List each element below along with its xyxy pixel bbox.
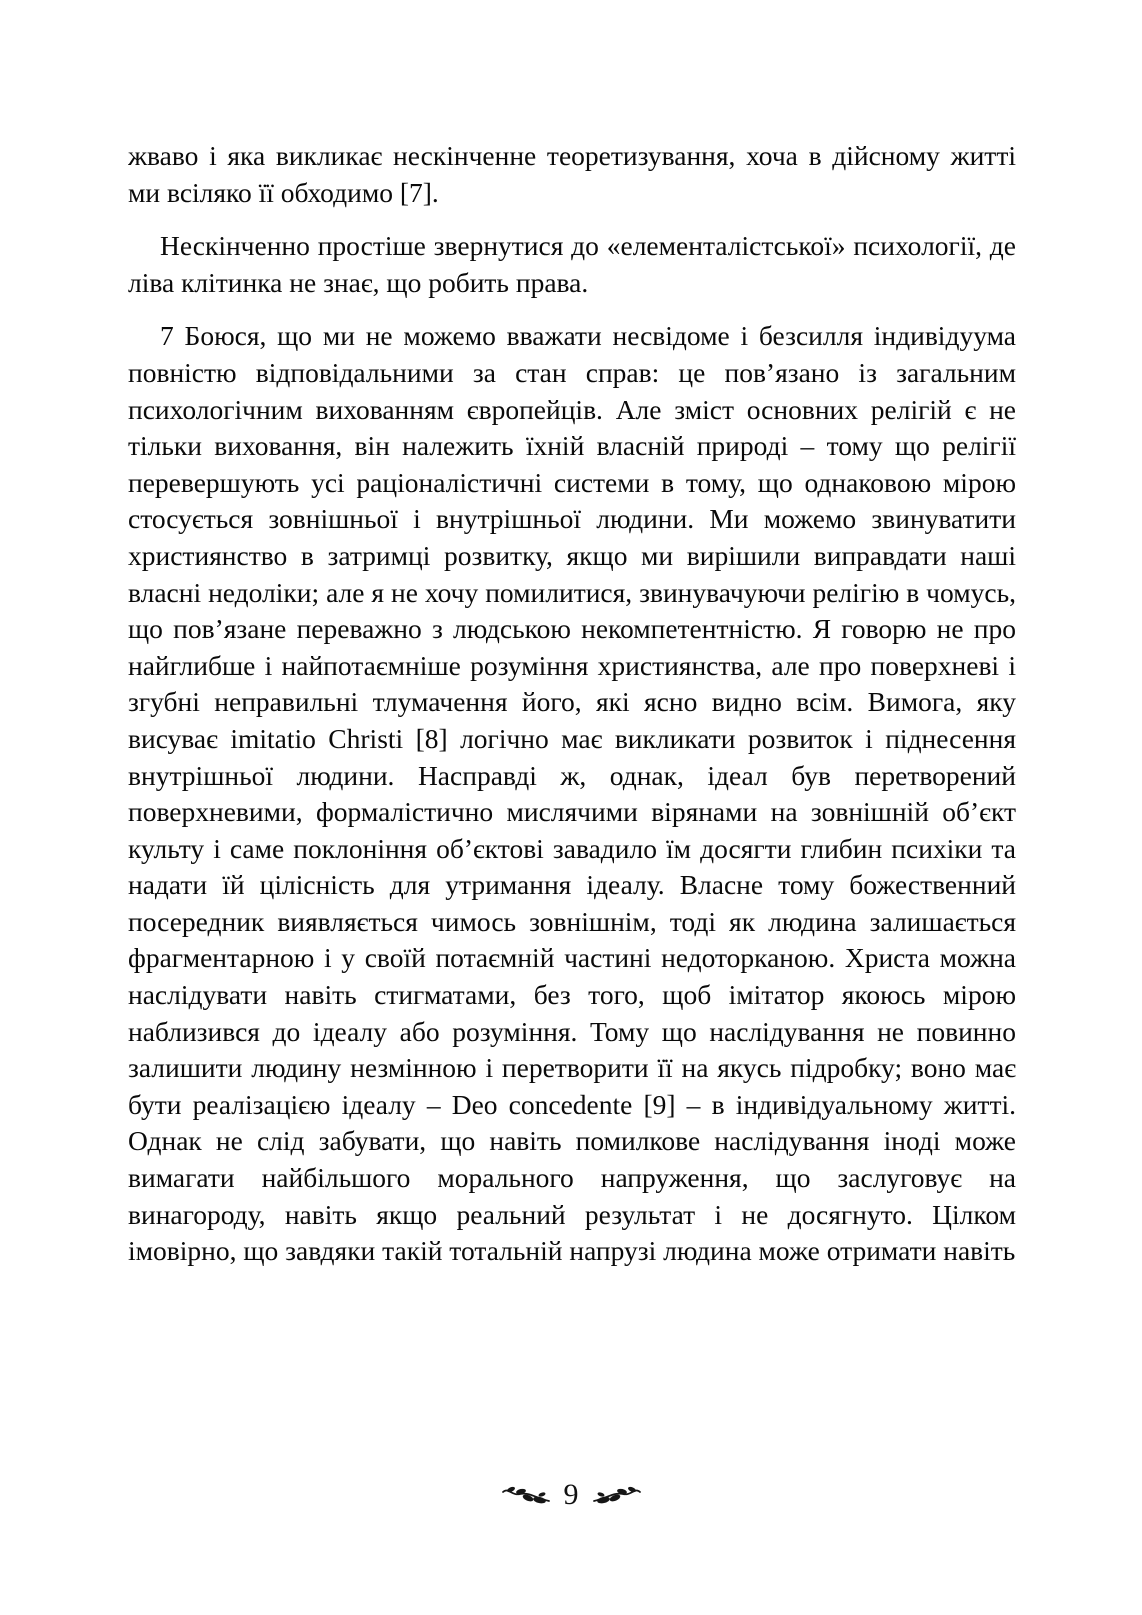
floral-flourish-right-icon — [592, 1483, 642, 1507]
page-number: 9 — [563, 1478, 579, 1511]
body-paragraph-footnote-7: 7 Боюся, що ми не можемо вважати несвідоме і безсилля індивідуума повністю відповідальними за стан справ: це пов’язано із загальним психологічним вихованням європейців. Але зміст основних релігій є не тільки виховання, він належить їхній власній природі – тому що релігії перевершують усі раціоналістичні системи в тому, що однаковою мірою стосується зовнішньої і внутрішньої людини. Ми можемо звинуватити християнство в затримці розвитку, якщо ми вирішили виправдати наші власні недоліки; але я не хочу помилитися, звинувачуючи релігію в чомусь, що пов’язане переважно з людською некомпетентністю. Я говорю не про найглибше і найпотаємніше розуміння християнства, але про поверхневі і згубні неправильні тлумачення його, які ясно видно всім. Вимога, яку висуває imitatio Christi [8] логічно має викликати розвиток і піднесення внутрішньої людини. Насправді ж, однак, ідеал був перетворений поверхневими, формалістично мислячими вірянами на зовнішній об’єкт культу і саме поклоніння об’єктові завадило їм досягти глибин психіки та надати їй цілісність для утримання ідеалу. Власне тому божественний посередник виявляється чимось зовнішнім, тоді як людина залишається фрагментарною і у своїй потаємній частині недоторканою. Христа можна наслідувати навіть стигматами, без того, щоб імітатор якоюсь мірою наблизився до ідеалу або розуміння. Тому що наслідування не повинно залишити людину незмінною і перетворити її на якусь підробку; воно має бути реалізацією ідеалу – Deo concedente [9] – в індивідуальному житті. Однак не слід забувати, що навіть помилкове наслідування іноді може вимагати найбільшого морального напруження, що заслуговує на винагороду, навіть якщо реальний результат і не досягнуто. Цілком імовірно, що завдяки такій тотальній напрузі людина може отримати навіть — [128, 320, 1016, 1267]
page-footer — [0, 1478, 1142, 1512]
floral-flourish-left-icon — [501, 1483, 551, 1507]
body-text — [128, 138, 1016, 1465]
body-paragraph: Нескінченно простіше звернутися до «елементалістської» психології, де ліва клітинка не знає, що робить права. — [128, 230, 1016, 298]
body-paragraph: жваво і яка викликає нескінченне теоретизування, хоча в дійсному житті ми всіляко її обходимо [7]. — [128, 140, 1016, 208]
